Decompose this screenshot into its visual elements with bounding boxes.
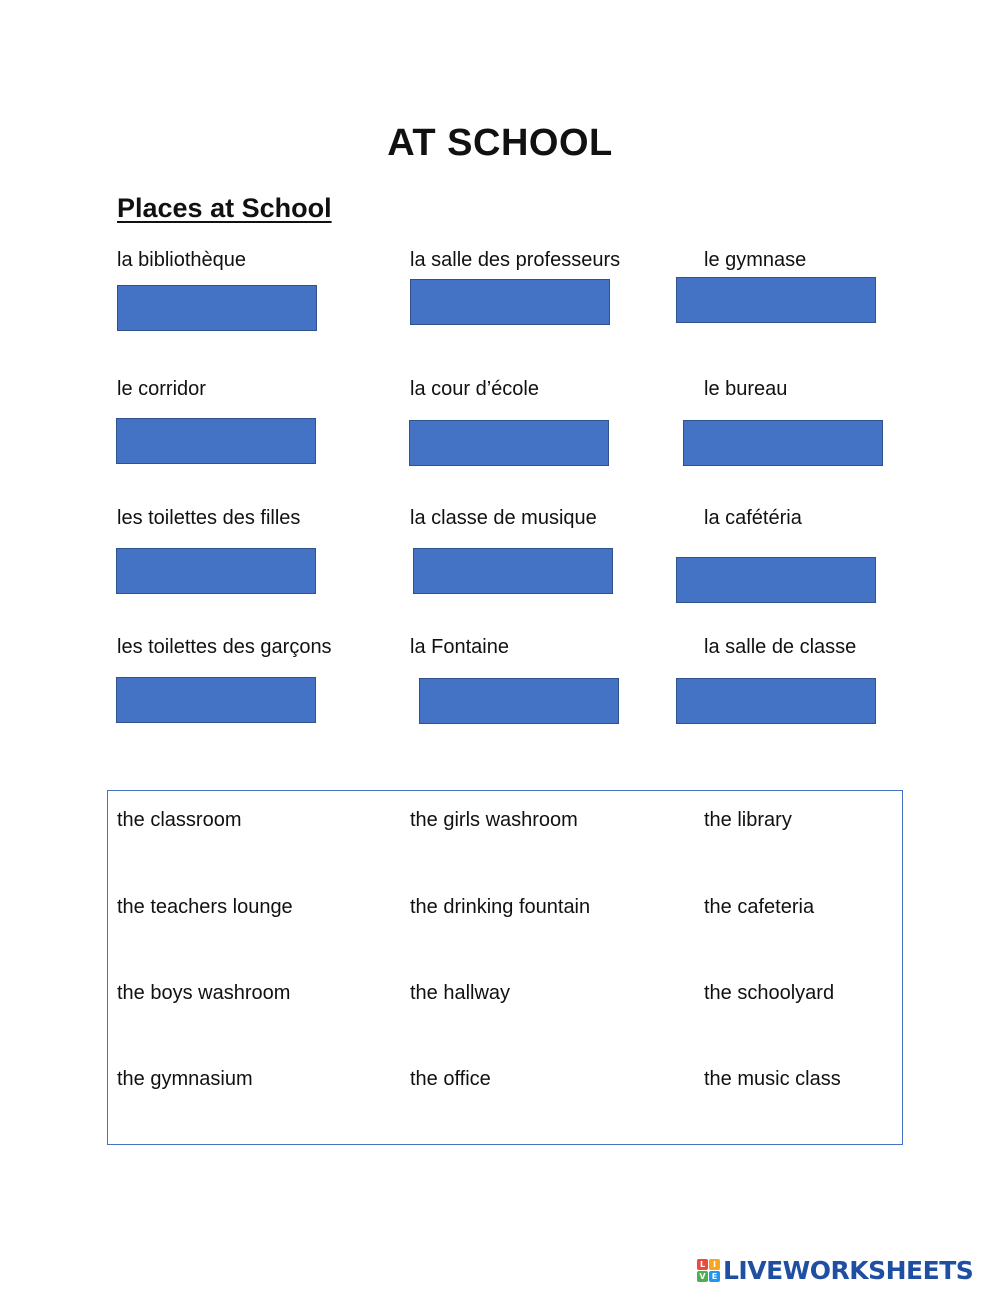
logo-icon-letter: V bbox=[697, 1271, 708, 1282]
answer-box[interactable] bbox=[116, 418, 316, 464]
logo-icon-letter: L bbox=[697, 1259, 708, 1270]
word-bank-item[interactable]: the girls washroom bbox=[410, 809, 578, 831]
answer-box[interactable] bbox=[117, 285, 317, 331]
french-term: les toilettes des garçons bbox=[117, 636, 332, 658]
word-bank-item[interactable]: the music class bbox=[704, 1068, 841, 1090]
french-term: la cafétéria bbox=[704, 507, 802, 529]
word-bank-item[interactable]: the boys washroom bbox=[117, 982, 291, 1004]
answer-box[interactable] bbox=[116, 677, 316, 723]
logo-icon bbox=[697, 1259, 720, 1282]
logo-text: LIVEWORKSHEETS bbox=[723, 1255, 974, 1285]
section-heading: Places at School bbox=[117, 193, 332, 223]
answer-box[interactable] bbox=[676, 277, 876, 323]
word-bank-item[interactable]: the teachers lounge bbox=[117, 896, 293, 918]
answer-box[interactable] bbox=[676, 678, 876, 724]
page-title: AT SCHOOL bbox=[387, 122, 613, 164]
word-bank-item[interactable]: the drinking fountain bbox=[410, 896, 591, 918]
answer-box[interactable] bbox=[413, 548, 613, 594]
french-term: la salle des professeurs bbox=[410, 249, 621, 271]
french-term: la Fontaine bbox=[410, 636, 509, 658]
word-bank bbox=[107, 790, 903, 1145]
answer-box[interactable] bbox=[116, 548, 316, 594]
french-term: le bureau bbox=[704, 378, 788, 400]
answer-box[interactable] bbox=[676, 557, 876, 603]
liveworksheets-logo bbox=[697, 1254, 973, 1286]
answer-box[interactable] bbox=[419, 678, 619, 724]
word-bank-item[interactable]: the library bbox=[704, 809, 792, 831]
word-bank-item[interactable]: the classroom bbox=[117, 809, 242, 831]
french-term: le gymnase bbox=[704, 249, 807, 271]
word-bank-item[interactable]: the hallway bbox=[410, 982, 511, 1004]
logo-icon-letter: E bbox=[709, 1271, 720, 1282]
french-term: la bibliothèque bbox=[117, 249, 246, 271]
french-term: la salle de classe bbox=[704, 636, 857, 658]
word-bank-item[interactable]: the schoolyard bbox=[704, 982, 835, 1004]
french-term: la cour d’école bbox=[410, 378, 539, 400]
answer-box[interactable] bbox=[683, 420, 883, 466]
word-bank-item[interactable]: the cafeteria bbox=[704, 896, 815, 918]
word-bank-item[interactable]: the gymnasium bbox=[117, 1068, 253, 1090]
word-bank-item[interactable]: the office bbox=[410, 1068, 491, 1090]
answer-box[interactable] bbox=[410, 279, 610, 325]
french-term: la classe de musique bbox=[410, 507, 597, 529]
logo-icon-letter: I bbox=[709, 1259, 720, 1270]
answer-box[interactable] bbox=[409, 420, 609, 466]
french-term: les toilettes des filles bbox=[117, 507, 301, 529]
french-term: le corridor bbox=[117, 378, 206, 400]
